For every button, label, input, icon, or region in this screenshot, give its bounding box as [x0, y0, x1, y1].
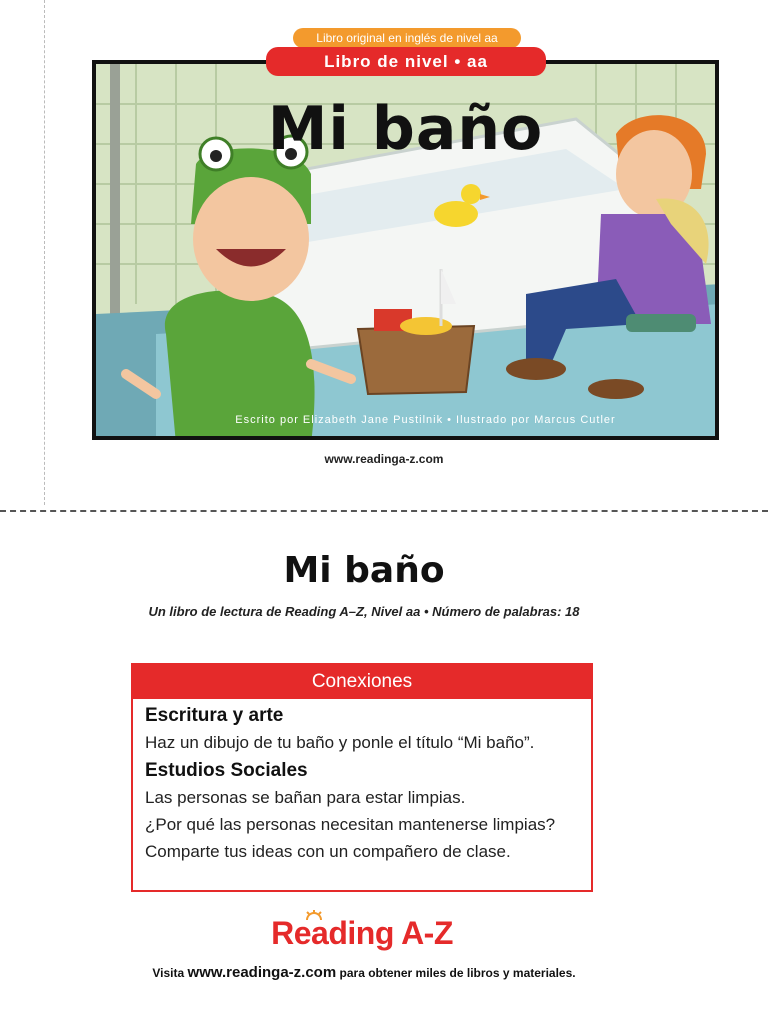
section-text: Comparte tus ideas con un compañero de clase.: [145, 842, 511, 861]
section-heading-writing-art: Escritura y arte: [145, 705, 284, 726]
author-illustrator-credit: Escrito por Elizabeth Jane Pustilnik • Ilustrado por Marcus Cutler: [235, 414, 616, 426]
visit-suffix: para obtener miles de libros y materiales.: [339, 966, 576, 980]
section-text: Haz un dibujo de tu baño y ponle el título “Mi baño”.: [145, 733, 535, 752]
fold-guide-line: [44, 0, 45, 505]
section-heading-social-studies: Estudios Sociales: [145, 760, 308, 781]
book-info-subtitle: Un libro de lectura de Reading A–Z, Nivel aa • Número de palabras: 18: [148, 604, 580, 619]
visit-line: [0, 964, 728, 981]
connections-header: Conexiones: [133, 665, 591, 699]
visit-prefix: Visita: [152, 966, 185, 980]
level-badge: Libro de nivel • aa: [266, 47, 546, 76]
cut-line: [0, 510, 768, 512]
back-title: Mi baño: [283, 550, 445, 591]
section-text: ¿Por qué las personas necesitan mantenerse limpias?: [145, 815, 556, 834]
cover-title: Mi baño: [267, 94, 544, 164]
reading-az-logo: Reading A-Z: [271, 915, 453, 951]
cover-illustration: [92, 60, 719, 440]
visit-url-link[interactable]: www.readinga-z.com: [187, 964, 337, 981]
website-url[interactable]: www.readinga-z.com: [324, 452, 444, 466]
section-text: Las personas se bañan para estar limpias.: [145, 788, 466, 807]
connections-box: [131, 663, 593, 892]
original-book-badge: Libro original en inglés de nivel aa: [293, 28, 521, 48]
